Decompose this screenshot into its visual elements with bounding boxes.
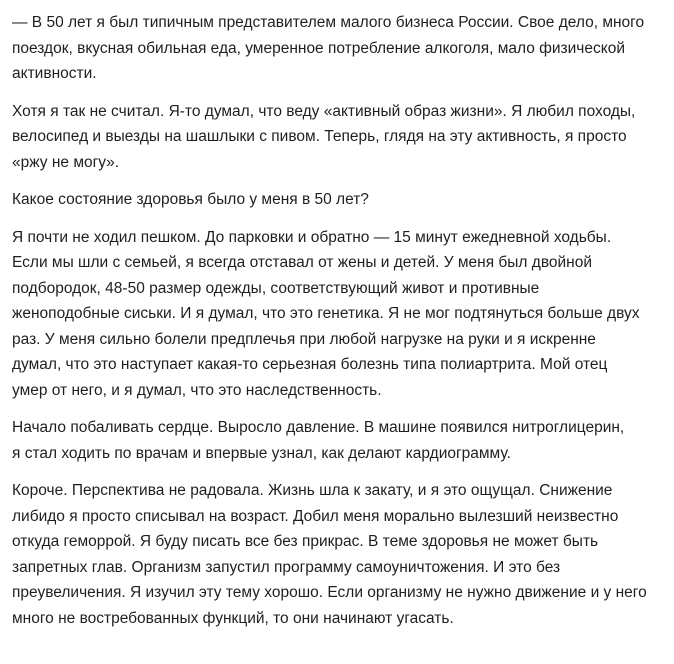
paragraph-heart: Начало побаливать сердце. Выросло давление. В машине появился нитроглицерин, я стал ходить по врачам и впервые узнал, как делают кардиограмму.	[12, 419, 625, 462]
paragraph-health-state: Я почти не ходил пешком. До парковки и обратно — 15 минут ежедневной ходьбы. Если мы шли с семьей, я всегда отставал от жены и детей. У меня был двойной подбородок, 48-50 размер одежды, соответствующий живот и противные женоподобные сиськи. И я думал, что это генетика. Я не мог подтянуться больше двух раз. У меня сильно болели предплечья при любой нагрузке на руки и я искренне думал, что это наступает какая-то серьезная болезнь типа полиартрита. Мой отец умер от него, и я думал, что это наследственность.	[12, 228, 640, 399]
article-body	[12, 10, 670, 643]
paragraph-conclusion: Короче. Перспектива не радовала. Жизнь шла к закату, и я это ощущал. Снижение либидо я просто списывал на возраст. Добил меня морально вылезший неизвестно откуда геморрой. Я буду писать все без прикрас. В теме здоровья не может быть запретных глав. Организм запустил программу самоуничтожения. И это без преувеличения. Я изучил эту тему хорошо. Если организму не нужно движение и у него много не востребованных функций, то они начинают угасать.	[12, 482, 647, 627]
paragraph-active-lifestyle: Хотя я так не считал. Я-то думал, что веду «активный образ жизни». Я любил походы, велосипед и выезды на шашлыки с пивом. Теперь, глядя на эту активность, я просто «ржу не могу».	[12, 102, 636, 171]
paragraph-question: Какое состояние здоровья было у меня в 50 лет?	[12, 191, 369, 208]
paragraph-intro: — В 50 лет я был типичным представителем малого бизнеса России. Свое дело, много поездок, вкусная обильная еда, умеренное потребление алкоголя, мало физической активности.	[12, 14, 645, 82]
